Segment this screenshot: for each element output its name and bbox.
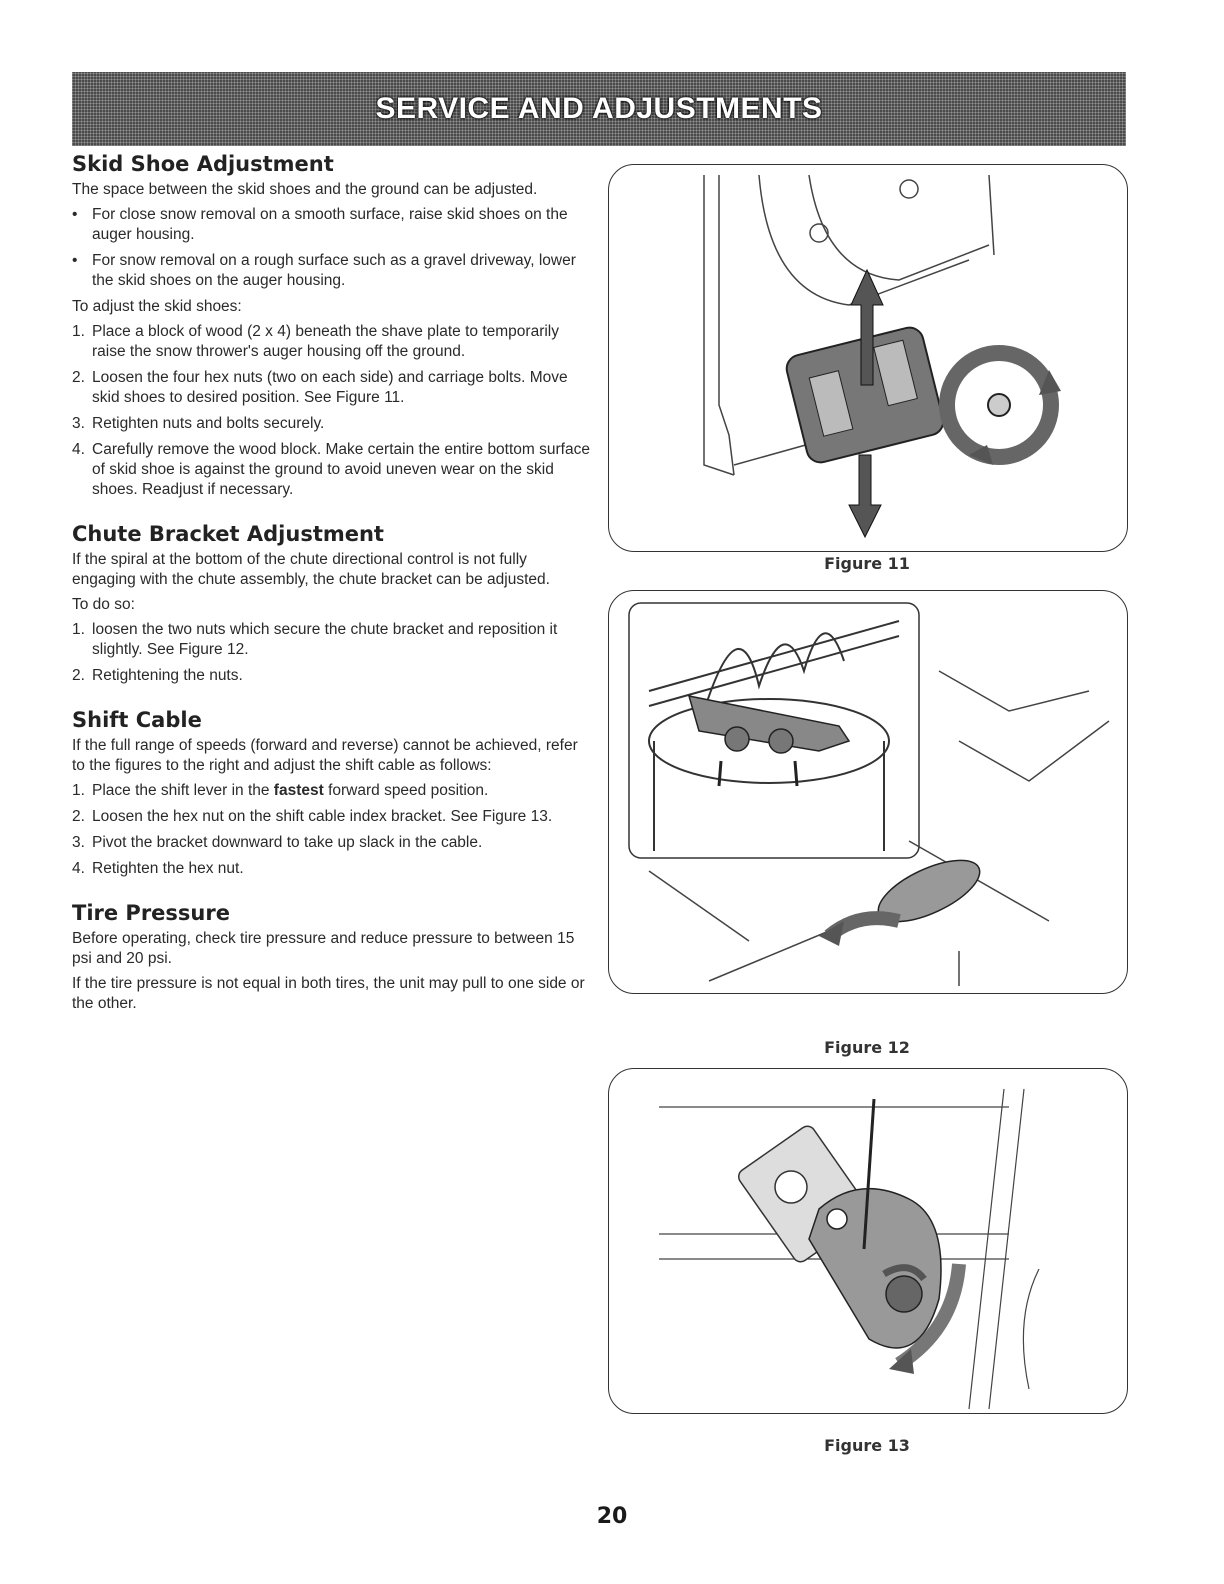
list-item [72,666,592,686]
figure-13-frame [608,1068,1128,1414]
list-item [72,833,592,853]
list-item-text: Carefully remove the wood block. Make certain the entire bottom surface of skid shoe is against the ground to avoid uneven wear on the skid shoes. Readjust if necessary. [92,441,590,498]
shift-cable-section [72,708,592,879]
list-item [72,414,592,434]
step-number: 3. [72,834,85,851]
skid-shoe-section [72,152,592,500]
skid-shoe-illustration-icon [609,165,1127,551]
list-item [72,368,592,408]
bullet-mark: • [72,206,78,223]
list-item [72,440,592,500]
list-item-text: Loosen the four hex nuts (two on each side) and carriage bolts. Move skid shoes to desired position. See Figure 11. [92,369,568,406]
list-item [72,251,592,291]
step-number: 4. [72,441,85,458]
list-item [72,322,592,362]
list-item-text: Retighten nuts and bolts securely. [92,415,325,432]
paragraph: If the tire pressure is not equal in both tires, the unit may pull to one side or the other. [72,975,585,1012]
section-heading: Shift Cable [72,708,202,732]
list-item [72,807,592,827]
step-number: 2. [72,369,85,386]
list-item [72,859,592,879]
list-item-text: For snow removal on a rough surface such as a gravel driveway, lower the skid shoes on the auger housing. [92,252,576,289]
list-item [72,205,592,245]
step-number: 2. [72,808,85,825]
list-item-text: Loosen the hex nut on the shift cable index bracket. See Figure 13. [92,808,553,825]
shift-cable-bracket-illustration-icon [609,1069,1127,1413]
paragraph: If the spiral at the bottom of the chute directional control is not fully engaging with the chute assembly, the chute bracket can be adjusted. [72,551,550,588]
list-item-text: Place a block of wood (2 x 4) beneath the shave plate to temporarily raise the snow thrower's auger housing off the ground. [92,323,559,360]
instructions-column [72,152,592,1036]
list-item [72,620,592,660]
list-item [72,781,592,801]
numbered-list [72,781,592,879]
list-item-text: loosen the two nuts which secure the chute bracket and reposition it slightly. See Figure 12. [92,621,558,658]
step-number: 1. [72,782,85,799]
step-number: 1. [72,621,85,638]
figure-12-frame [608,590,1128,994]
section-heading: Skid Shoe Adjustment [72,152,334,176]
list-item-text: Retightening the nuts. [92,667,243,684]
figure-11-caption: Figure 11 [824,554,910,573]
page-title: SERVICE AND ADJUSTMENTS [375,92,823,125]
step-number: 1. [72,323,85,340]
section-banner [72,72,1126,146]
paragraph: To adjust the skid shoes: [72,298,242,315]
list-item-text: Pivot the bracket downward to take up slack in the cable. [92,834,483,851]
bullet-mark: • [72,252,78,269]
figure-13-caption: Figure 13 [824,1436,910,1455]
step-number: 3. [72,415,85,432]
step-number: 2. [72,667,85,684]
numbered-list [72,620,592,686]
chute-bracket-section [72,522,592,686]
list-item-text: For close snow removal on a smooth surface, raise skid shoes on the auger housing. [92,206,568,243]
tire-pressure-section [72,901,592,1014]
section-heading: Tire Pressure [72,901,230,925]
paragraph: To do so: [72,596,135,613]
page-number: 20 [596,1504,628,1529]
paragraph: If the full range of speeds (forward and reverse) cannot be achieved, refer to the figures to the right and adjust the shift cable as follows: [72,737,578,774]
list-item-text: forward speed position. [323,782,489,799]
step-number: 4. [72,860,85,877]
list-item-text: Retighten the hex nut. [92,860,244,877]
section-heading: Chute Bracket Adjustment [72,522,384,546]
chute-bracket-illustration-icon [609,591,1127,993]
bullet-list [72,205,592,291]
paragraph: The space between the skid shoes and the ground can be adjusted. [72,181,538,198]
figure-12-caption: Figure 12 [824,1038,910,1057]
emphasis-text: fastest [273,782,324,799]
paragraph: Before operating, check tire pressure and reduce pressure to between 15 psi and 20 psi. [72,930,575,967]
figure-11-frame [608,164,1128,552]
list-item-text: Place the shift lever in the [92,782,274,799]
numbered-list [72,322,592,500]
